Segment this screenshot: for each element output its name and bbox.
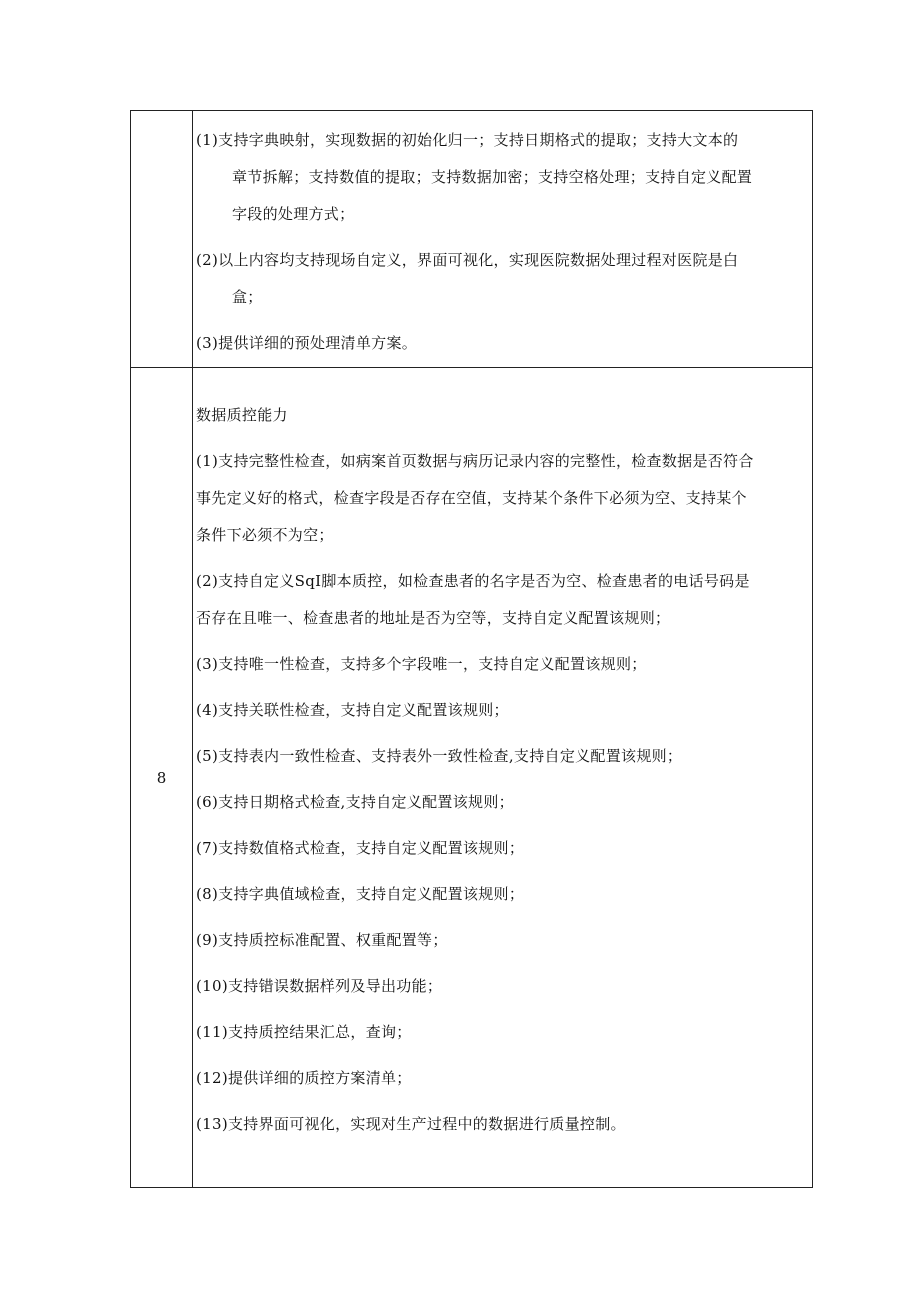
list-item-line: (8)支持字典值域检查，支持自定义配置该规则； [196, 885, 525, 903]
requirements-table [130, 110, 813, 1188]
list-item-line: 事先定义好的格式，检查字段是否存在空值，支持某个条件下必须为空、支持某个 [196, 489, 747, 507]
section-heading: 数据质控能力 [196, 406, 288, 424]
row-number-cell [131, 111, 193, 368]
list-item-line: (1)支持完整性检查，如病案首页数据与病历记录内容的完整性，检查数据是否符合 [196, 452, 754, 470]
list-item-line: 盒； [232, 288, 263, 306]
row-content-cell [193, 111, 813, 368]
list-item-line: (2)以上内容均支持现场自定义，界面可视化，实现医院数据处理过程对医院是白 [196, 251, 739, 269]
row-content-cell [193, 368, 813, 1188]
list-item-line: 字段的处理方式； [232, 205, 355, 223]
table-row [131, 111, 813, 368]
list-item-line: (9)支持质控标准配置、权重配置等； [196, 931, 448, 949]
row-number-cell: 8 [131, 368, 193, 1188]
list-item-line: (1)支持字典映射，实现数据的初始化归一；支持日期格式的提取；支持大文本的 [196, 131, 739, 149]
list-item-line: (10)支持错误数据样列及导出功能； [196, 977, 443, 995]
list-item-line: 条件下必须不为空； [196, 526, 334, 544]
list-item-line: (6)支持日期格式检查,支持自定义配置该规则； [196, 793, 514, 811]
list-item-line: (3)支持唯一性检查，支持多个字段唯一，支持自定义配置该规则； [196, 655, 647, 673]
table-row [131, 368, 813, 1188]
list-item-line: (2)支持自定义SqI脚本质控，如检查患者的名字是否为空、检查患者的电话号码是 [196, 572, 750, 590]
list-item-line: (4)支持关联性检查，支持自定义配置该规则； [196, 701, 509, 719]
list-item-line: (3)提供详细的预处理清单方案。 [196, 334, 418, 352]
list-item-line: (7)支持数值格式检查，支持自定义配置该规则； [196, 839, 525, 857]
list-item-line: (11)支持质控结果汇总，查询； [196, 1023, 412, 1041]
list-item-line: (13)支持界面可视化，实现对生产过程中的数据进行质量控制。 [196, 1115, 626, 1133]
list-item-line: 章节拆解；支持数值的提取；支持数据加密；支持空格处理；支持自定义配置 [232, 168, 753, 186]
list-item-line: (5)支持表内一致性检查、支持表外一致性检查,支持自定义配置该规则； [196, 747, 683, 765]
list-item-line: (12)提供详细的质控方案清单； [196, 1069, 412, 1087]
list-item-line: 否存在且唯一、检查患者的地址是否为空等，支持自定义配置该规则； [196, 609, 671, 627]
